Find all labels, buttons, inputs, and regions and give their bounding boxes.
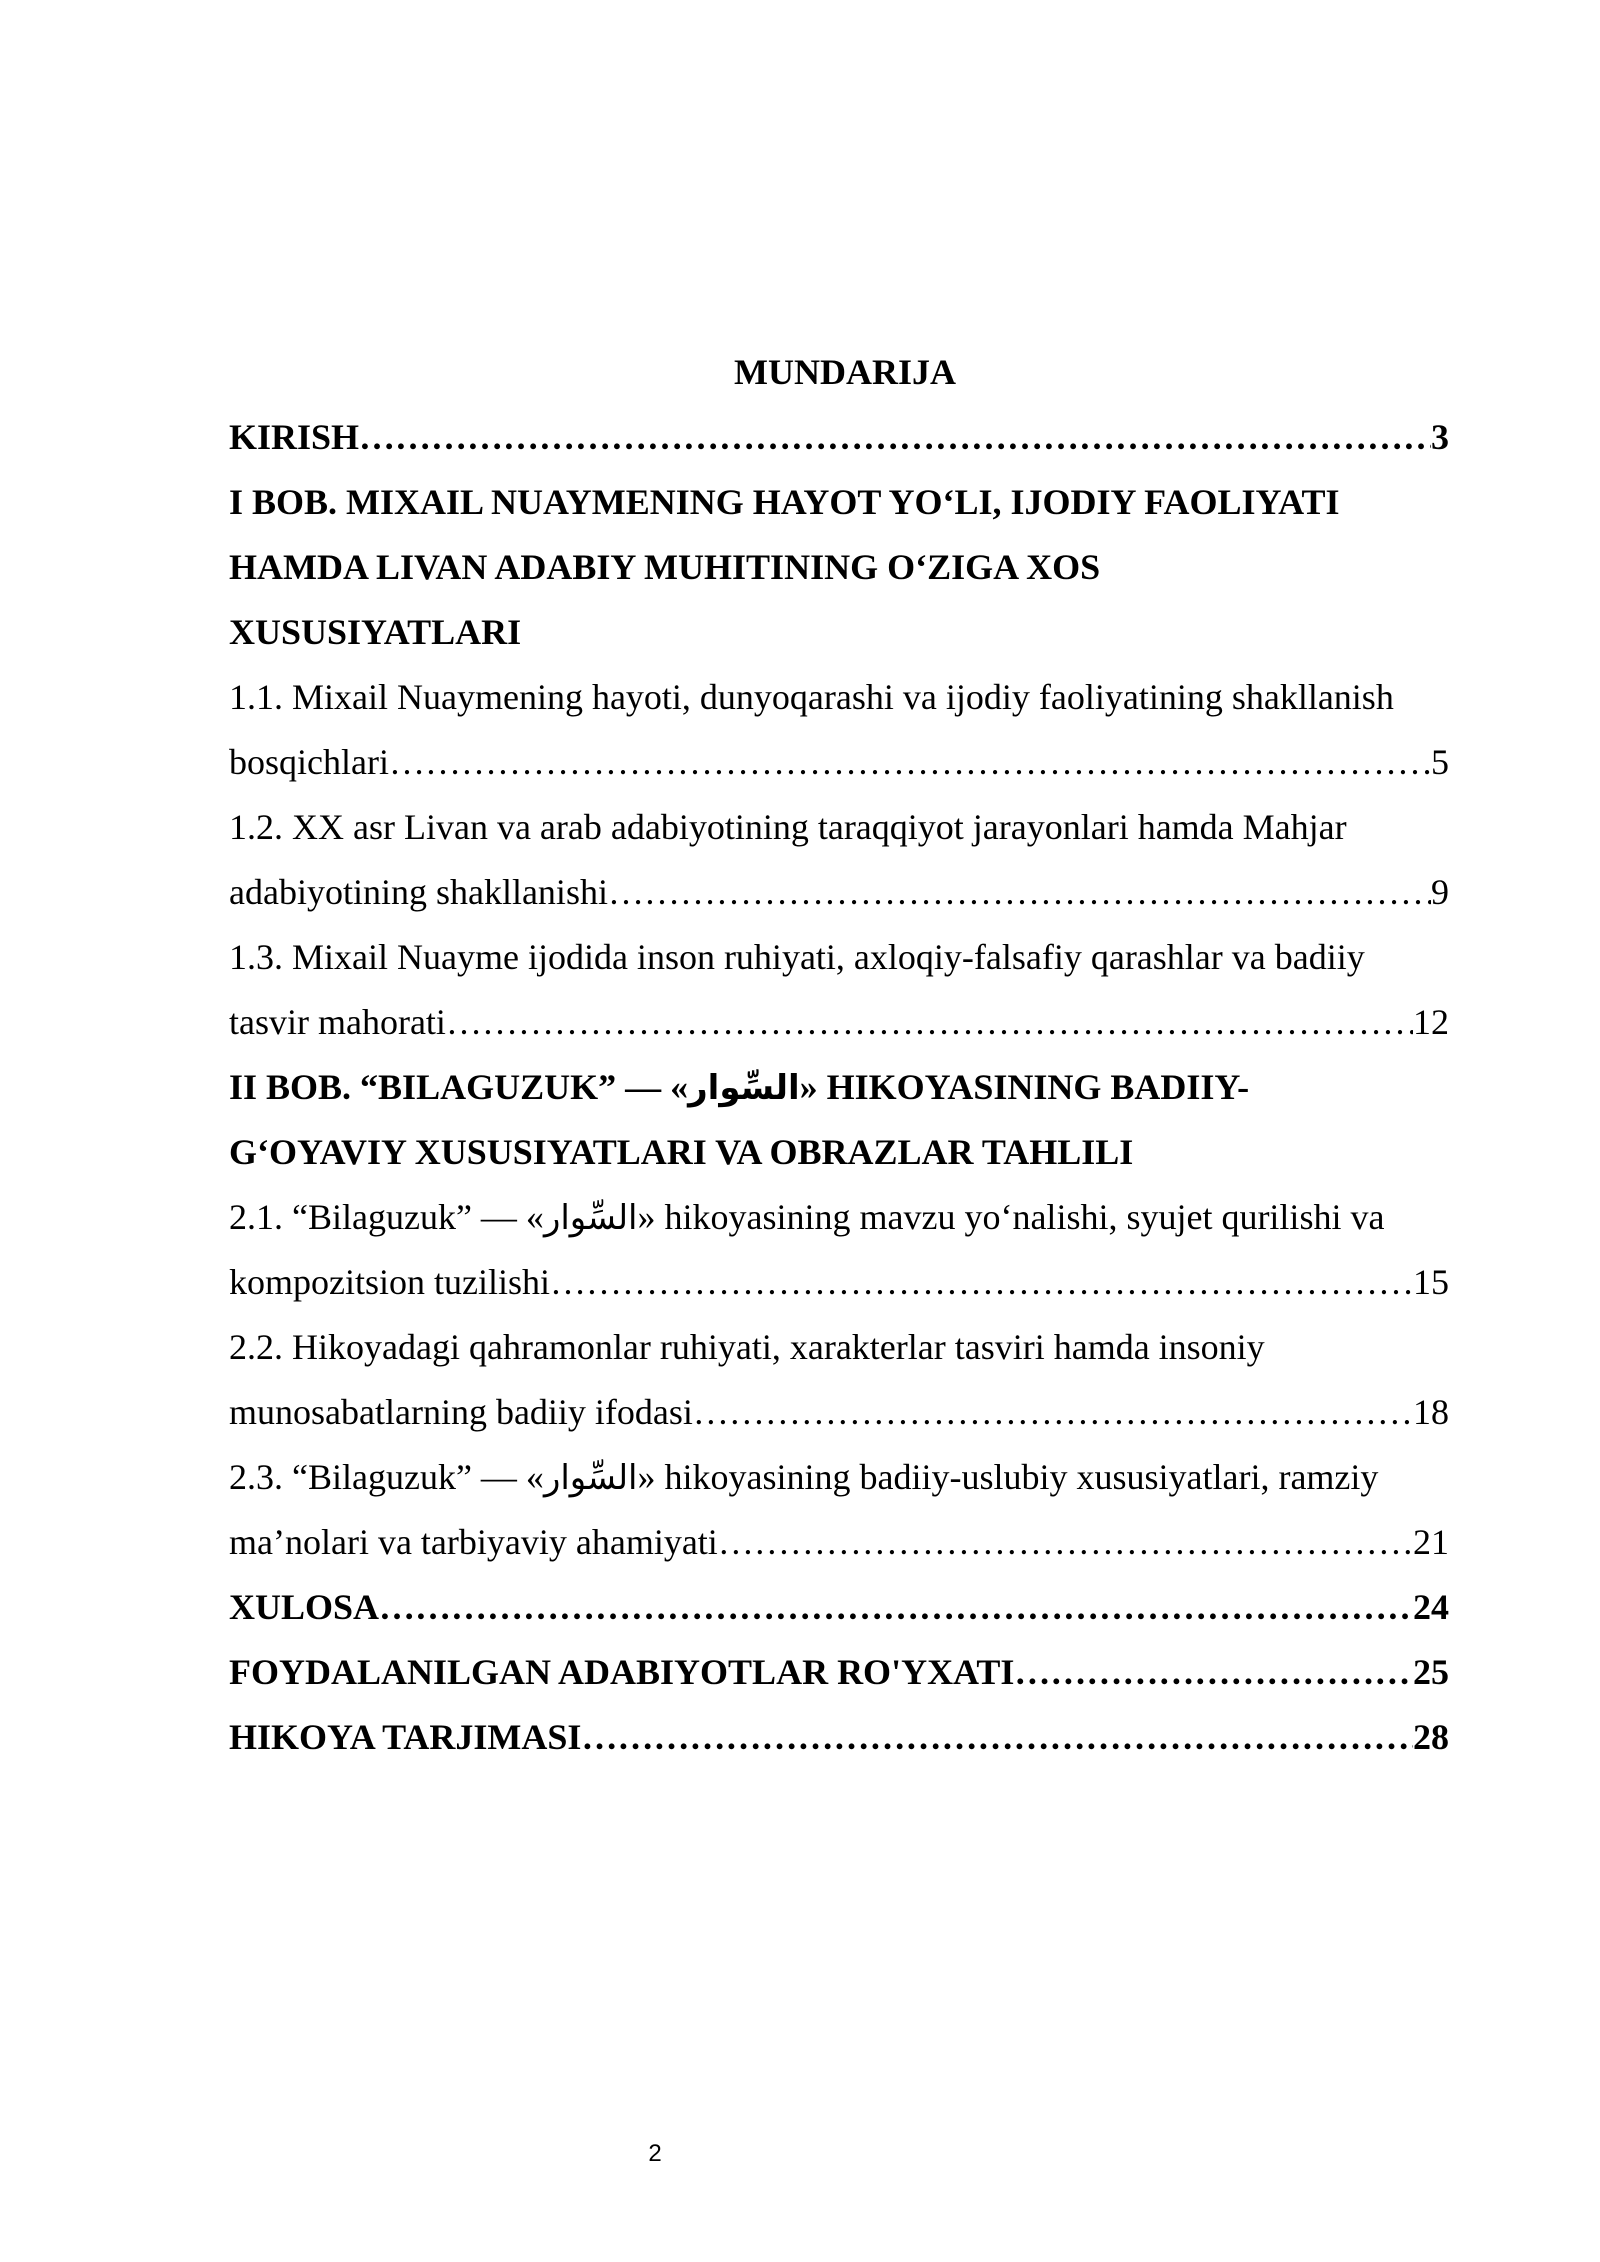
toc-entry-prefix: 2.1. “Bilaguzuk” — « bbox=[229, 1197, 544, 1237]
dot-leader bbox=[359, 405, 1431, 470]
toc-page-number: 28 bbox=[1413, 1717, 1449, 1757]
arabic-title: السِّوار bbox=[688, 1068, 800, 1108]
toc-entry-label: ma’nolari va tarbiyaviy ahamiyati bbox=[229, 1522, 718, 1562]
toc-entry-2-1-line1 bbox=[229, 1185, 1449, 1250]
toc-page-number: 9 bbox=[1431, 872, 1449, 912]
toc-page-number: 15 bbox=[1413, 1262, 1449, 1302]
table-of-contents bbox=[229, 340, 1449, 1770]
dot-leader bbox=[718, 1510, 1413, 1575]
toc-entry-1-2-line1: 1.2. XX asr Livan va arab adabiyotining taraqqiyot jarayonlari hamda Mahjar bbox=[229, 807, 1347, 847]
dot-leader bbox=[550, 1250, 1413, 1315]
toc-entry-2-2-line1: 2.2. Hikoyadagi qahramonlar ruhiyati, xarakterlar tasviri hamda insoniy bbox=[229, 1327, 1265, 1367]
toc-entry-suffix: » hikoyasining mavzu yo‘nalishi, syujet qurilishi va bbox=[637, 1197, 1385, 1237]
toc-entry-2-3-line2 bbox=[229, 1510, 1449, 1575]
toc-entry-suffix: » hikoyasining badiiy-uslubiy xususiyatlari, ramziy bbox=[637, 1457, 1379, 1497]
page-number: 2 bbox=[648, 2140, 662, 2167]
toc-entry-tarjima bbox=[229, 1705, 1449, 1770]
toc-entry-label: munosabatlarning badiiy ifodasi bbox=[229, 1392, 693, 1432]
toc-entry-label: tasvir mahorati bbox=[229, 1002, 446, 1042]
dot-leader bbox=[379, 1575, 1413, 1640]
toc-page-number: 18 bbox=[1413, 1392, 1449, 1432]
dot-leader bbox=[693, 1380, 1413, 1445]
toc-entry-label: adabiyotining shakllanishi bbox=[229, 872, 608, 912]
toc-entry-label: FOYDALANILGAN ADABIYOTLAR RO'YXATI bbox=[229, 1652, 1015, 1692]
toc-entry-2-2-line2 bbox=[229, 1380, 1449, 1445]
toc-entry-1-1-line1: 1.1. Mixail Nuaymening hayoti, dunyoqarashi va ijodiy faoliyatining shakllanish bbox=[229, 677, 1394, 717]
dot-leader bbox=[446, 990, 1413, 1055]
chapter1-heading-line: HAMDA LIVAN ADABIY MUHITINING O‘ZIGA XOS bbox=[229, 547, 1101, 587]
dot-leader bbox=[581, 1705, 1413, 1770]
chapter2-heading-suffix: » HIKOYASINING BADIIY- bbox=[799, 1067, 1250, 1107]
toc-entry-1-2-line2 bbox=[229, 860, 1449, 925]
toc-entry-2-1-line2 bbox=[229, 1250, 1449, 1315]
toc-page-number: 5 bbox=[1431, 742, 1449, 782]
dot-leader bbox=[608, 860, 1431, 925]
toc-entry-prefix: 2.3. “Bilaguzuk” — « bbox=[229, 1457, 544, 1497]
dot-leader bbox=[1014, 1640, 1413, 1705]
chapter2-heading-line2: G‘OYAVIY XUSUSIYATLARI VA OBRAZLAR TAHLILI bbox=[229, 1132, 1134, 1172]
toc-entry-label: bosqichlari bbox=[229, 742, 389, 782]
toc-entry-kirish bbox=[229, 405, 1449, 470]
toc-entry-xulosa bbox=[229, 1575, 1449, 1640]
toc-entry-label: XULOSA bbox=[229, 1587, 380, 1627]
toc-entry-2-3-line1 bbox=[229, 1445, 1449, 1510]
toc-entry-1-1-line2 bbox=[229, 730, 1449, 795]
toc-page-number: 25 bbox=[1413, 1652, 1449, 1692]
toc-entry-1-3-line1: 1.3. Mixail Nuayme ijodida inson ruhiyati, axloqiy-falsafiy qarashlar va badiiy bbox=[229, 937, 1365, 977]
toc-page-number: 21 bbox=[1413, 1522, 1449, 1562]
arabic-title: السِّوار bbox=[543, 1458, 638, 1498]
chapter2-heading-prefix: II BOB. “BILAGUZUK” — « bbox=[229, 1067, 689, 1107]
dot-leader bbox=[389, 730, 1431, 795]
toc-entry-label: KIRISH bbox=[229, 417, 360, 457]
toc-entry-adabiyotlar bbox=[229, 1640, 1449, 1705]
toc-entry-1-3-line2 bbox=[229, 990, 1449, 1055]
toc-page-number: 3 bbox=[1431, 417, 1449, 457]
chapter2-heading-line1 bbox=[229, 1055, 1449, 1120]
chapter1-heading-line: I BOB. MIXAIL NUAYMENING HAYOT YO‘LI, IJODIY FAOLIYATI bbox=[229, 482, 1340, 522]
chapter1-heading-line: XUSUSIYATLARI bbox=[229, 612, 522, 652]
toc-title: MUNDARIJA bbox=[734, 352, 956, 392]
toc-page-number: 12 bbox=[1413, 1002, 1449, 1042]
arabic-title: السِّوار bbox=[543, 1198, 638, 1238]
toc-entry-label: HIKOYA TARJIMASI bbox=[229, 1717, 582, 1757]
toc-page-number: 24 bbox=[1413, 1587, 1449, 1627]
toc-entry-label: kompozitsion tuzilishi bbox=[229, 1262, 550, 1302]
